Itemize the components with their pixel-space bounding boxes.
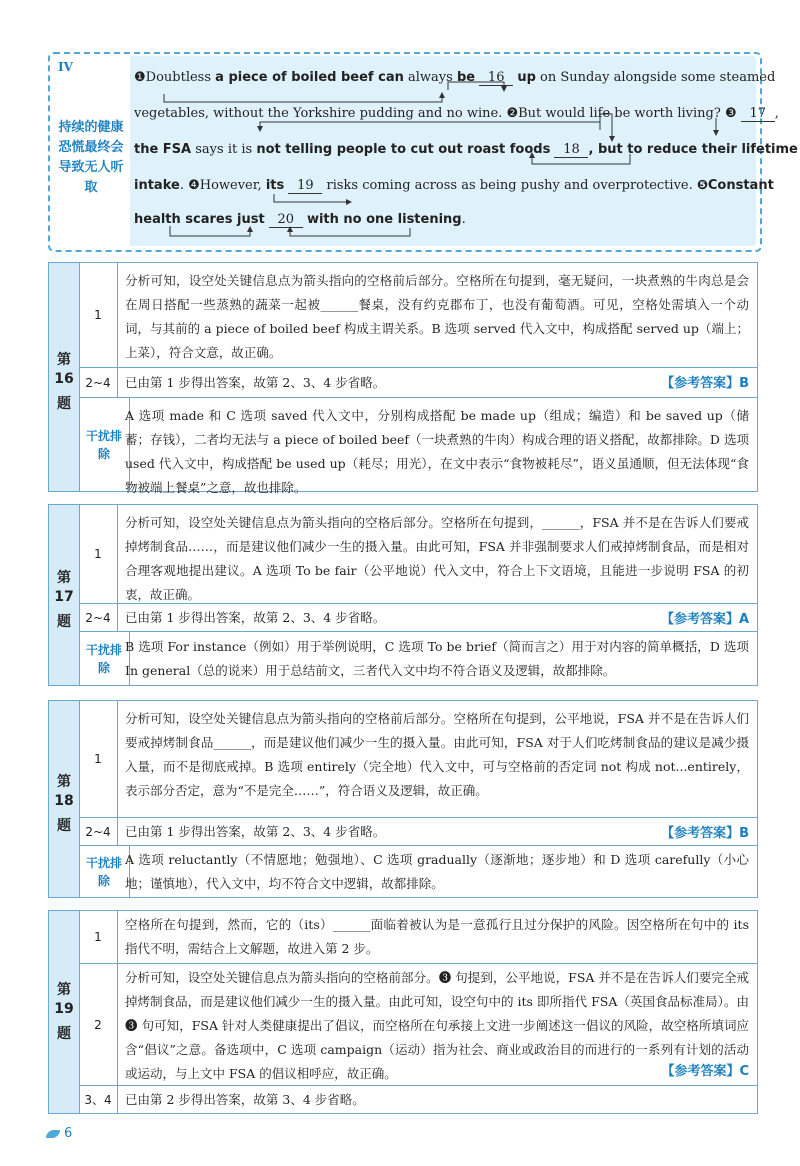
step-text: 已由第 1 步得出答案，故第 2、3、4 步省略。 bbox=[125, 824, 386, 839]
question-label-char: 题 bbox=[57, 614, 71, 630]
page-footer bbox=[46, 1126, 72, 1141]
distractor-row bbox=[79, 397, 757, 495]
step-text: 已由第 1 步得出答案，故第 2、3、4 步省略。 bbox=[125, 610, 386, 625]
passage-bold: not telling people to cut out roast foods bbox=[256, 142, 551, 157]
passage-bold: the FSA bbox=[134, 142, 192, 157]
passage-bold: with no one listening bbox=[306, 212, 462, 227]
passage-bold: be bbox=[456, 70, 476, 85]
step-row bbox=[79, 911, 757, 963]
passage-box bbox=[48, 52, 798, 252]
distractor-label: 干扰排除 bbox=[79, 632, 130, 686]
answer-label: 【参考答案】B bbox=[661, 376, 749, 391]
step-number: 2 bbox=[79, 964, 118, 1086]
answer-label: 【参考答案】A bbox=[660, 612, 749, 627]
step-number: 2~4 bbox=[79, 604, 118, 632]
passage-text: on Sunday alongside some steamed bbox=[535, 70, 776, 85]
passage-bold: ❺Constant bbox=[696, 178, 774, 193]
question-18-block bbox=[48, 700, 758, 898]
step-row bbox=[79, 817, 757, 846]
distractor-text: A 选项 reluctantly（不情愿地；勉强地）、C 选项 gradually（逐渐地；逐步地）和 D 选项 carefully（小心地；谨慎地），代入文中，均不符合文中逻辑，故都排除。 bbox=[125, 852, 749, 891]
step-text: 已由第 2 步得出答案，故第 3、4 步省略。 bbox=[125, 1092, 365, 1107]
passage-text: . ❹However, bbox=[179, 178, 266, 193]
section-roman-numeral: IV bbox=[58, 60, 73, 74]
answer-label: 【参考答案】C bbox=[661, 1064, 749, 1079]
question-number: 19 bbox=[54, 1001, 74, 1017]
blank-17: 17 bbox=[741, 106, 775, 122]
passage-text: says it is bbox=[191, 142, 257, 157]
step-text: 分析可知，设空处关键信息点为箭头指向的空格后部分。空格所在句提到，______，FSA 并不是在告诉人们要戒掉烤制食品……，而是建议他们减少一生的摄入量。由此可知，FSA 并非强制要求人们戒掉烤制食品，而是相对合理客观地提出建议。A 选项 To be fair（公平地说）代入文中，符合上下文语境，且能进一步说明 FSA 的初衷，故正确。 bbox=[125, 515, 749, 602]
question-16-block bbox=[48, 262, 758, 495]
passage-bold: its bbox=[265, 178, 285, 193]
step-row bbox=[79, 1085, 757, 1114]
blank-19: 19 bbox=[288, 178, 322, 194]
step-text: 空格所在句提到，然而，它的（its）______面临着被认为是一意孤行且过分保护的风险。因空格所在句中的 its 指代不明，需结合上文解题，故进入第 2 步。 bbox=[125, 917, 749, 956]
distractor-text: A 选项 made 和 C 选项 saved 代入文中，分别构成搭配 be made up（组成；编造）和 be saved up（储蓄；存钱），二者均无法与 a piece of boiled beef（一块煮熟的牛肉）构成合理的语义搭配，故都排除。D 选项 used 代入文中，构成搭配 be used up（耗尽；用光），在文中表示“食物被耗尽”，语义虽通顺，但无法体现“食物被端上餐桌”之意，故也排除。 bbox=[125, 408, 749, 495]
step-number: 3、4 bbox=[79, 1086, 118, 1114]
passage-text: always bbox=[403, 70, 457, 85]
passage-text: . bbox=[461, 212, 466, 227]
step-number: 2~4 bbox=[79, 818, 118, 846]
step-row bbox=[79, 603, 757, 632]
question-number: 18 bbox=[54, 793, 74, 809]
passage-text-area bbox=[130, 56, 798, 246]
distractor-label: 干扰排除 bbox=[79, 846, 130, 898]
question-label-char: 第 bbox=[57, 570, 71, 586]
passage-line-2 bbox=[134, 106, 779, 122]
passage-text: vegetables, without the Yorkshire pudding and no wine. ❷But would life be worth living? ❸ bbox=[134, 106, 737, 121]
question-label-char: 题 bbox=[57, 818, 71, 834]
leaf-icon bbox=[46, 1130, 60, 1138]
step-text: 分析可知，设空处关键信息点为箭头指向的空格前部分。❸ 句提到，公平地说，FSA 并不是在告诉人们要完全戒掉烤制食品，而是建议他们减少一生的摄入量。由此可知，设空句中的 its 即所指代 FSA（英国食品标准局）。由 ❸ 句可知，FSA 针对人类健康提出了倡议，而空格所在句承接上文进一步阐述这一倡议的风险，故空格所填词应含“倡议”之意。备选项中，C 选项 campaign（运动）指为社会、商业或政治目的而进行的一系列有计划的活动或运动，与上文中 FSA 的倡议相呼应，故正确。 bbox=[125, 970, 749, 1081]
section-side-title: 持续的健康恐慌最终会导致无人听取 bbox=[58, 120, 124, 195]
passage-bold: a piece of boiled beef can bbox=[215, 70, 404, 85]
passage-line-3 bbox=[134, 142, 798, 158]
passage-line-1 bbox=[134, 70, 775, 86]
passage-line-4 bbox=[134, 178, 774, 194]
answer-label: 【参考答案】B bbox=[661, 826, 749, 841]
passage-bold: intake bbox=[134, 178, 180, 193]
passage-line-5 bbox=[134, 212, 466, 228]
question-label-char: 第 bbox=[57, 774, 71, 790]
question-label bbox=[49, 505, 80, 685]
passage-text: , bbox=[774, 106, 779, 121]
step-row bbox=[79, 963, 757, 1086]
question-19-block bbox=[48, 910, 758, 1114]
step-number: 1 bbox=[79, 911, 118, 963]
question-number: 16 bbox=[54, 371, 74, 387]
blank-20: 20 bbox=[269, 212, 303, 228]
passage-text: risks coming across as being pushy and overprotective. bbox=[322, 178, 697, 193]
step-row bbox=[79, 263, 757, 367]
distractor-label: 干扰排除 bbox=[79, 398, 130, 492]
step-row bbox=[79, 701, 757, 817]
question-label-char: 第 bbox=[57, 352, 71, 368]
blank-16: 16 bbox=[479, 70, 513, 86]
passage-bold: , but to reduce their lifetime bbox=[588, 142, 798, 157]
distractor-row bbox=[79, 845, 757, 898]
passage-sidebar bbox=[52, 56, 128, 246]
question-label-char: 第 bbox=[57, 982, 71, 998]
step-row bbox=[79, 367, 757, 398]
blank-18: 18 bbox=[554, 142, 588, 158]
passage-bold: health scares just bbox=[134, 212, 265, 227]
step-number: 1 bbox=[79, 505, 118, 603]
step-text: 分析可知，设空处关键信息点为箭头指向的空格前后部分。空格所在句提到，公平地说，FSA 并不是在告诉人们要戒掉烤制食品______，而是建议他们减少一生的摄入量。由此可知，FSA 对于人们吃烤制食品的建议是减少摄入量，而不是彻底戒掉。B 选项 entirely（完全地）代入文中，可与空格前的否定词 not 构成 not...entirely，表示部分否定，意为“不是完全……”，符合语义及逻辑，故正确。 bbox=[125, 711, 749, 798]
distractor-row bbox=[79, 631, 757, 686]
step-number: 1 bbox=[79, 701, 118, 817]
passage-bold: up bbox=[517, 70, 536, 85]
step-number: 2~4 bbox=[79, 368, 118, 398]
step-row bbox=[79, 505, 757, 603]
step-text: 已由第 1 步得出答案，故第 2、3、4 步省略。 bbox=[125, 375, 386, 390]
question-number: 17 bbox=[54, 589, 74, 605]
question-17-block bbox=[48, 504, 758, 686]
step-number: 1 bbox=[79, 263, 118, 367]
question-label bbox=[49, 263, 80, 491]
question-label bbox=[49, 701, 80, 897]
step-text: 分析可知，设空处关键信息点为箭头指向的空格前后部分。空格所在句提到，毫无疑问，一块煮熟的牛肉总是会在周日搭配一些蒸熟的蔬菜一起被______餐桌，没有约克郡布丁，也没有葡萄酒。可见，空格处需填入一个动词，与其前的 a piece of boiled beef 构成主谓关系。B 选项 served 代入文中，构成搭配 served up（端上；上菜），符合文意，故正确。 bbox=[125, 273, 749, 360]
question-label-char: 题 bbox=[57, 396, 71, 412]
distractor-text: B 选项 For instance（例如）用于举例说明，C 选项 To be brief（简而言之）用于对内容的简单概括，D 选项 In general（总的说来）用于总结前文，三者代入文中均不符合语义及逻辑，故都排除。 bbox=[125, 639, 749, 678]
passage-text: ❶Doubtless bbox=[134, 70, 216, 85]
page-number: 6 bbox=[64, 1126, 73, 1141]
question-label bbox=[49, 911, 80, 1113]
question-label-char: 题 bbox=[57, 1026, 71, 1042]
